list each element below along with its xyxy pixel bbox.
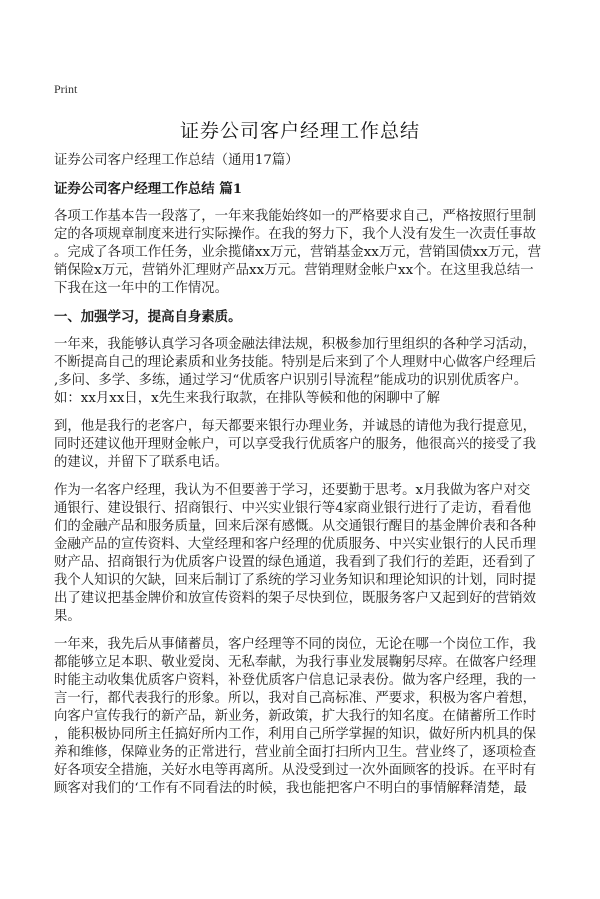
paragraph-line: 不断提高自己的理论素质和业务技能。特别是后来到了个人理财中心做客户经理后	[54, 355, 537, 370]
paragraph-line: 一年来，我先后从事储蓄员，客户经理等不同的岗位，无论在哪一个岗位工作，我	[54, 637, 537, 652]
paragraph-line: 下我在这一年中的工作情况。	[54, 281, 229, 296]
paragraph-4	[54, 482, 548, 626]
paragraph-line: 养和维修，保障业务的正常进行，营业前全面打扫所内卫生。营业终了，逐项检查	[54, 745, 537, 760]
paragraph-3	[54, 418, 548, 472]
paragraph-line: 到，他是我行的老客户，每天都要来银行办理业务，并诚恳的请他为我行提意见，	[54, 419, 537, 434]
paragraph-line: 时能主动收集优质客户资料，补登优质客户信息记录表份。做为客户经理，我的一	[54, 673, 537, 688]
paragraph-line: 一年来，我能够认真学习各项金融法律法规，积极参加行里组织的各种学习活动，	[54, 337, 537, 352]
paragraph-line: 销保险x万元，营销外汇理财产品xx万元。营销理财金帐户xx个。在这里我总结一	[54, 263, 534, 278]
paragraph-line: 金融产品的宣传资料、大堂经理和客户经理的优质服务、中兴实业银行的人民币理	[54, 537, 537, 552]
print-label: Print	[54, 82, 78, 96]
paragraph-line: 出了建议把基金牌价和放宣传资料的架子尽快到位，既服务客户又起到好的营销效	[54, 591, 537, 606]
section-heading: 证券公司客户经理工作总结 篇1	[54, 181, 243, 197]
paragraph-2	[54, 336, 548, 408]
paragraph-line: 定的各项规章制度来进行实际操作。在我的努力下，我个人没有发生一次责任事故	[54, 227, 537, 242]
document-subtitle: 证券公司客户经理工作总结（通用17篇）	[54, 153, 299, 168]
paragraph-line: 好各项安全措施，关好水电等再离所。从没受到过一次外面顾客的投诉。在平时有	[54, 763, 537, 778]
document-title: 证券公司客户经理工作总结	[179, 120, 420, 142]
paragraph-line: 果。	[54, 609, 81, 624]
paragraph-1	[54, 208, 548, 298]
document-body	[54, 152, 548, 808]
subheading-1: 一、加强学习，提高自身素质。	[54, 309, 242, 325]
paragraph-line: 财产品、招商银行为优质客户设置的绿色通道，我看到了我们行的差距，还看到了	[54, 555, 537, 570]
paragraph-line: 。完成了各项工作任务，业余揽储xx万元，营销基金xx万元，营销国债xx万元，营	[54, 245, 542, 260]
paragraph-5	[54, 636, 548, 798]
paragraph-line: 同时还建议他开理财金帐户，可以享受我行优质客户的服务，他很高兴的接受了我	[54, 437, 537, 452]
paragraph-line: 顾客对我们的‘工作有不同看法的时候，我也能把客户不明白的事情解释清楚，最	[54, 781, 527, 796]
paragraph-line: 我个人知识的欠缺，回来后制订了系统的学习业务知识和理论知识的计划，同时提	[54, 573, 537, 588]
paragraph-line: 各项工作基本告一段落了，一年来我能始终如一的严格要求自己，严格按照行里制	[54, 209, 537, 224]
paragraph-line: ,多问、多学、多练，通过学习“优质客户识别引导流程”能成功的识别优质客户。	[54, 373, 528, 388]
paragraph-line: ，能积极协同所主任搞好所内工作，利用自己所学掌握的知识，做好所内机具的保	[54, 727, 537, 742]
paragraph-line: 们的金融产品和服务质量，回来后深有感慨。从交通银行醒目的基金牌价表和各种	[54, 519, 537, 534]
paragraph-line: 如：xx月xx日，x先生来我行取款，在排队等候和他的闲聊中了解	[54, 391, 440, 406]
paragraph-line: 向客户宣传我行的新产品，新业务，新政策，扩大我行的知名度。在储蓄所工作时	[54, 709, 537, 724]
paragraph-line: 的建议，并留下了联系电话。	[54, 455, 229, 470]
paragraph-line: 通银行、建设银行、招商银行、中兴实业银行等4家商业银行进行了走访，看看他	[54, 501, 532, 516]
paragraph-line: 言一行，都代表我行的形象。所以，我对自己高标准、严要求，积极为客户着想，	[54, 691, 537, 706]
paragraph-line: 都能够立足本职、敬业爱岗、无私奉献，为我行事业发展鞠躬尽瘁。在做客户经理	[54, 655, 537, 670]
paragraph-line: 作为一名客户经理，我认为不但要善于学习，还要勤于思考。x月我做为客户对交	[54, 483, 531, 498]
